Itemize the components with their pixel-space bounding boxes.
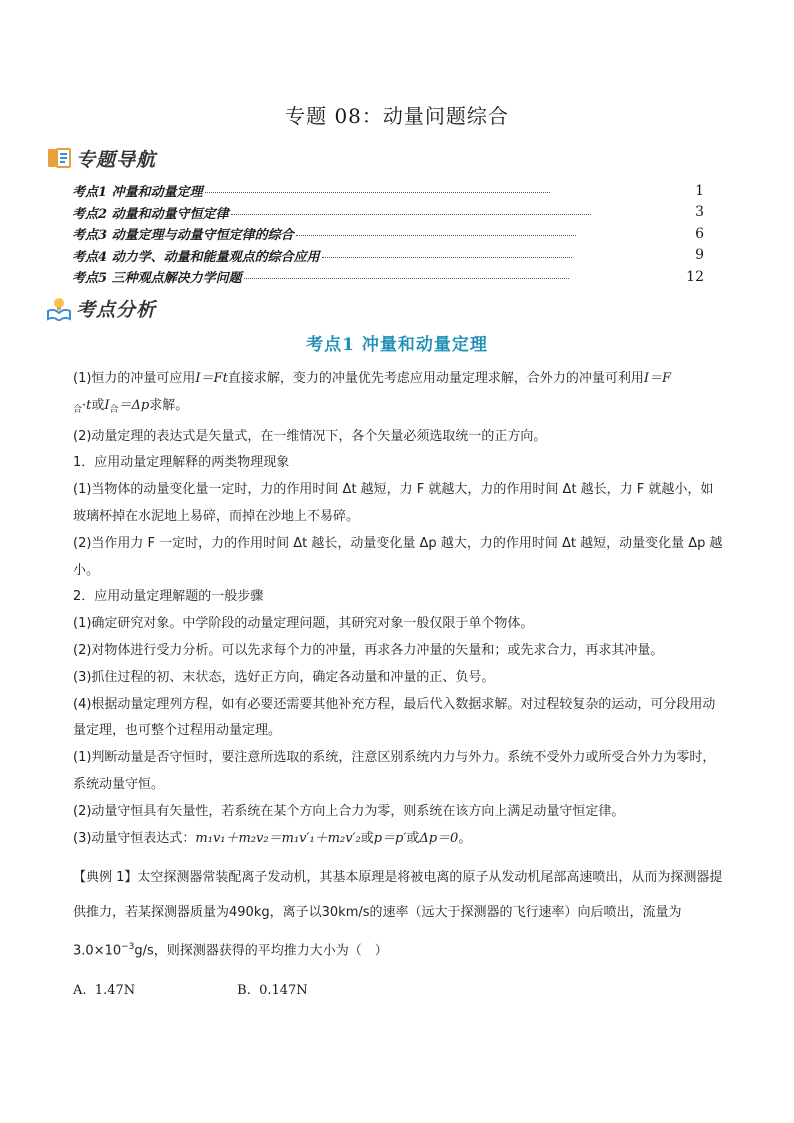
toc-item[interactable] bbox=[72, 223, 704, 245]
toc-item[interactable] bbox=[72, 202, 704, 224]
paragraph: (2)当作用力 F 一定时，力的作用时间 Δt 越长，动量变化量 Δp 越大，力的作用时间 Δt 越短，动量变化量 Δp 越小。 bbox=[73, 535, 723, 578]
option-a[interactable]: A. 1.47N bbox=[73, 983, 136, 998]
paragraph: (1)确定研究对象。中学阶段的动量定理问题，其研究对象一般仅限于单个物体。 bbox=[73, 616, 534, 632]
option-b[interactable]: B. 0.147N bbox=[237, 983, 308, 998]
paragraph: (2)动量定理的表达式是矢量式，在一维情况下，各个矢量必须选取统一的正方向。 bbox=[73, 428, 547, 444]
toc-leader bbox=[296, 235, 576, 236]
paragraph: (3)动量守恒表达式：m₁v₁＋m₂v₂＝m₁v′₁＋m₂v′₂或p＝p′或Δp＝0。 bbox=[73, 830, 472, 846]
toc-item-label: 考点3 动量定理与动量守恒定律的综合 bbox=[72, 228, 294, 244]
nav-banner bbox=[46, 142, 156, 174]
analysis-banner-label: 考点分析 bbox=[76, 298, 157, 321]
paragraph: (1)当物体的动量变化量一定时，力的作用时间 Δt 越短，力 F 就越大，力的作用时间 Δt 越长，力 F 就越小，如玻璃杯掉在水泥地上易碎，而掉在沙地上不易碎。 bbox=[73, 482, 714, 524]
toc-item-page: 3 bbox=[695, 204, 704, 221]
toc-item[interactable] bbox=[72, 245, 704, 267]
lightbulb-book-icon bbox=[46, 295, 72, 321]
example-problem bbox=[73, 860, 725, 968]
toc-item-label: 考点4 动力学、动量和能量观点的综合应用 bbox=[72, 249, 320, 265]
paragraph: (4)根据动量定理列方程，如有必要还需要其他补充方程，最后代入数据求解。对过程较复杂的运动，可分段用动量定理，也可整个过程用动量定理。 bbox=[73, 696, 716, 739]
toc-item-page: 12 bbox=[686, 268, 704, 285]
toc-item-page: 9 bbox=[695, 247, 704, 264]
subheading: 2．应用动量定理解题的一般步骤 bbox=[73, 589, 264, 605]
toc-item-label: 考点1 冲量和动量定理 bbox=[72, 185, 203, 201]
example-text: 【典例 1】太空探测器常装配离子发动机，其基本原理是将被电离的原子从发动机尾部高速喷出，从而为探测器提供推力，若某探测器质量为490kg，离子以30km/s的速率（远大于探测器的飞行速率）向后喷出，流量为$3.0\times 10^{-3}g/s$，则探测器获得的平均推力大小为（ ） bbox=[73, 870, 723, 959]
toc-item[interactable] bbox=[72, 266, 704, 288]
table-of-contents bbox=[72, 180, 704, 288]
subheading: 1．应用动量定理解释的两类物理现象 bbox=[73, 455, 290, 471]
toc-leader bbox=[231, 214, 591, 215]
toc-item-page: 6 bbox=[695, 225, 704, 242]
paragraph: (1)恒力的冲量可应用I＝Ft直接求解，变力的冲量优先考虑应用动量定理求解，合外力的冲量可利用I＝F $_合$·t或$I_合=\Delta p$求解。 bbox=[73, 371, 671, 415]
analysis-banner bbox=[46, 292, 156, 324]
pen-book-icon bbox=[46, 145, 72, 171]
paragraph: (2)对物体进行受力分析。可以先求每个力的冲量，再求各力冲量的矢量和；或先求合力，再求其冲量。 bbox=[73, 642, 664, 658]
paragraph: (2)动量守恒具有矢量性，若系统在某个方向上合力为零，则系统在该方向上满足动量守恒定律。 bbox=[73, 803, 625, 819]
toc-leader bbox=[322, 257, 572, 258]
paragraph: (1)判断动量是否守恒时，要注意所选取的系统，注意区别系统内力与外力。系统不受外力或所受合外力为零时，系统动量守恒。 bbox=[73, 750, 716, 792]
nav-banner-label: 专题导航 bbox=[76, 148, 157, 171]
answer-options bbox=[73, 983, 308, 998]
section-heading: 考点1 冲量和动量定理 bbox=[306, 335, 488, 355]
toc-item-label: 考点5 三种观点解决力学问题 bbox=[72, 271, 242, 287]
toc-item-page: 1 bbox=[695, 182, 704, 199]
page-title: 专题 08：动量问题综合 bbox=[285, 104, 509, 128]
toc-leader bbox=[244, 278, 569, 279]
toc-leader bbox=[205, 192, 550, 193]
body-text bbox=[73, 366, 725, 852]
toc-item[interactable] bbox=[72, 180, 704, 202]
example-tag: 【典例 1】 bbox=[73, 870, 138, 885]
paragraph: (3)抓住过程的初、末状态，选好正方向，确定各动量和冲量的正、负号。 bbox=[73, 669, 495, 685]
toc-item-label: 考点2 动量和动量守恒定律 bbox=[72, 206, 229, 222]
